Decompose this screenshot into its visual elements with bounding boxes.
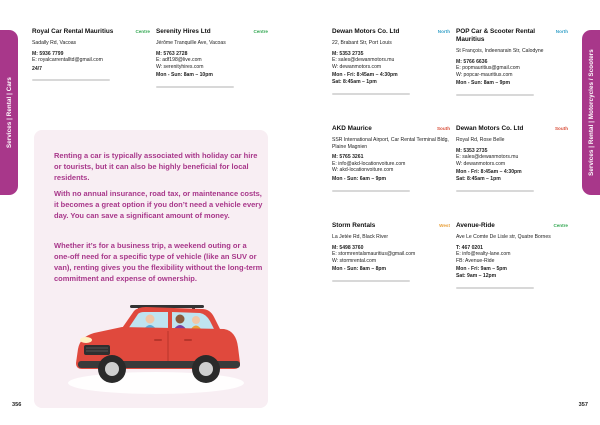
listing-address: St François, Indeenarain Str, Calodyne: [456, 48, 544, 54]
promo-paragraph-1: Renting a car is typically associated with holiday car hire or tourists, but it can also be highly beneficial for local residents.: [54, 151, 258, 182]
region-badge: Centre: [553, 223, 568, 228]
listing-name: Storm Rentals: [332, 222, 376, 229]
listing-hours: Mon - Sun: 8am – 9pm: [456, 80, 511, 87]
listing-address: SSR International Airport, Car Rental Terminal Bldg, Plaine Magnien: [332, 137, 449, 150]
listing-address: 22, Brabant Str, Port Louis: [332, 40, 392, 46]
region-badge: South: [554, 126, 568, 131]
listing-pop-car-scooter: [456, 28, 568, 96]
listing-email[interactable]: E: adf198@live.com: [156, 57, 202, 64]
listing-hours: Mon - Sun: 8am – 8pm: [332, 266, 387, 273]
left-section-tab[interactable]: [0, 30, 18, 195]
listing-website[interactable]: W: akd-locationvoiture.com: [332, 167, 394, 174]
listing-address: La Jetée Rd, Black River: [332, 234, 389, 240]
page-number: 357: [578, 402, 588, 408]
page-number: 356: [12, 402, 22, 408]
right-section-tab[interactable]: [582, 30, 600, 195]
listing-website[interactable]: W: popcar-mauritius.com: [456, 71, 513, 78]
listing-mobile: M: 5766 6636: [456, 58, 488, 65]
listing-serenity-hires: [156, 28, 268, 88]
listing-email[interactable]: E: info@akd-locationvoiture.com: [332, 160, 406, 167]
listing-dewan-motors-south: [456, 125, 568, 192]
listing-mobile: M: 5765 3261: [332, 154, 364, 161]
listing-hours: Mon - Sun: 8am – 10pm: [156, 72, 213, 79]
car-illustration: [64, 297, 244, 397]
listing-hours-sat: Sat: 8:45am – 1pm: [456, 175, 501, 182]
right-page: [300, 0, 600, 425]
listing-name: AKD Maurice: [332, 125, 372, 132]
divider: [32, 79, 110, 81]
listing-hours-sat: Sat: 8:45am – 1pm: [332, 78, 377, 85]
divider: [456, 287, 534, 289]
divider: [456, 190, 534, 192]
promo-paragraph-3: Whether it’s for a business trip, a weekend outing or a one-off need for a specific type of vehicle (like an SUV or van), renting gives you the flexibility without the long-term commitment and expense of ownership.: [54, 241, 263, 283]
listing-hours-sat: Sat: 9am – 12pm: [456, 272, 497, 279]
listing-hours: Mon - Sun: 6am – 9pm: [332, 175, 387, 182]
listing-email[interactable]: E: sales@dewanmotors.mu: [456, 154, 519, 161]
listing-akd-maurice: [332, 125, 450, 192]
region-badge: Centre: [253, 29, 268, 34]
promo-paragraph-2: With no annual insurance, road tax, or maintenance costs, it becomes a great option if you don’t need a vehicle every day. You can save a significant amount of money.: [54, 189, 263, 220]
listing-name: Dewan Motors Co. Ltd: [456, 125, 524, 132]
listing-email[interactable]: E: stormrentalsmauritius@gmail.com: [332, 251, 416, 258]
divider: [332, 280, 410, 282]
listing-dewan-motors-north: [332, 28, 450, 95]
listing-email[interactable]: E: info@realty-lane.com: [456, 251, 511, 258]
listing-phone: T: 467 0201: [456, 244, 483, 251]
region-badge: North: [437, 29, 450, 34]
listing-name: POP Car & Scooter Rental Mauritius: [456, 28, 536, 43]
listing-hours: 24/7: [32, 65, 42, 72]
left-section-tab-label: Services | Rental | Cars: [5, 77, 13, 148]
listing-avenue-ride: [456, 222, 568, 289]
listing-email[interactable]: E: sales@dewanmotors.mu: [332, 57, 395, 64]
listing-mobile: M: 5498 3760: [332, 244, 364, 251]
divider: [456, 94, 534, 96]
listing-mobile: M: 5353 2735: [332, 50, 364, 57]
listing-address: Jérôme Tranquille Ave, Vacoas: [156, 40, 226, 46]
listing-hours: Mon - Fri: 9am – 5pm: [456, 266, 507, 273]
listing-name: Serenity Hires Ltd: [156, 28, 211, 35]
listing-mobile: M: 5936 7799: [32, 50, 64, 57]
region-badge: Centre: [135, 29, 150, 34]
listing-website[interactable]: W: dewanmotors.com: [456, 160, 506, 167]
region-badge: North: [555, 29, 568, 34]
listing-name: Royal Car Rental Mauritius: [32, 28, 114, 35]
right-section-tab-label: Services | Rental | Motorcycles / Scooters: [587, 49, 595, 176]
listing-hours: Mon - Fri: 8:45am – 4:30pm: [332, 72, 398, 79]
listing-name: Avenue-Ride: [456, 222, 495, 229]
listing-hours: Mon - Fri: 8:45am – 4:30pm: [456, 169, 522, 176]
divider: [332, 93, 410, 95]
listing-facebook[interactable]: FB: Avenue-Ride: [456, 257, 495, 264]
region-badge: South: [436, 126, 450, 131]
listing-website[interactable]: W: serenityhires.com: [156, 63, 204, 70]
divider: [156, 86, 234, 88]
listing-name: Dewan Motors Co. Ltd: [332, 28, 400, 35]
listing-address: Ave Le Comte De Lisle str, Quatre Bornes: [456, 234, 551, 240]
listing-storm-rentals: [332, 222, 450, 282]
listing-email[interactable]: E: royalcarrentalltd@gmail.com: [32, 57, 103, 64]
listing-mobile: M: 5763 2728: [156, 50, 188, 57]
listing-website[interactable]: W: dewanmotors.com: [332, 63, 382, 70]
region-badge: West: [439, 223, 450, 228]
divider: [332, 190, 410, 192]
listing-website[interactable]: W: stormrental.com: [332, 257, 377, 264]
listing-address: Sadally Rd, Vacoas: [32, 40, 77, 46]
listing-mobile: M: 5353 2735: [456, 147, 488, 154]
listing-email[interactable]: E: popmauritius@gmail.com: [456, 65, 520, 72]
listing-address: Royal Rd, Rose Belle: [456, 137, 505, 143]
listing-royal-car-rental: [32, 28, 150, 81]
